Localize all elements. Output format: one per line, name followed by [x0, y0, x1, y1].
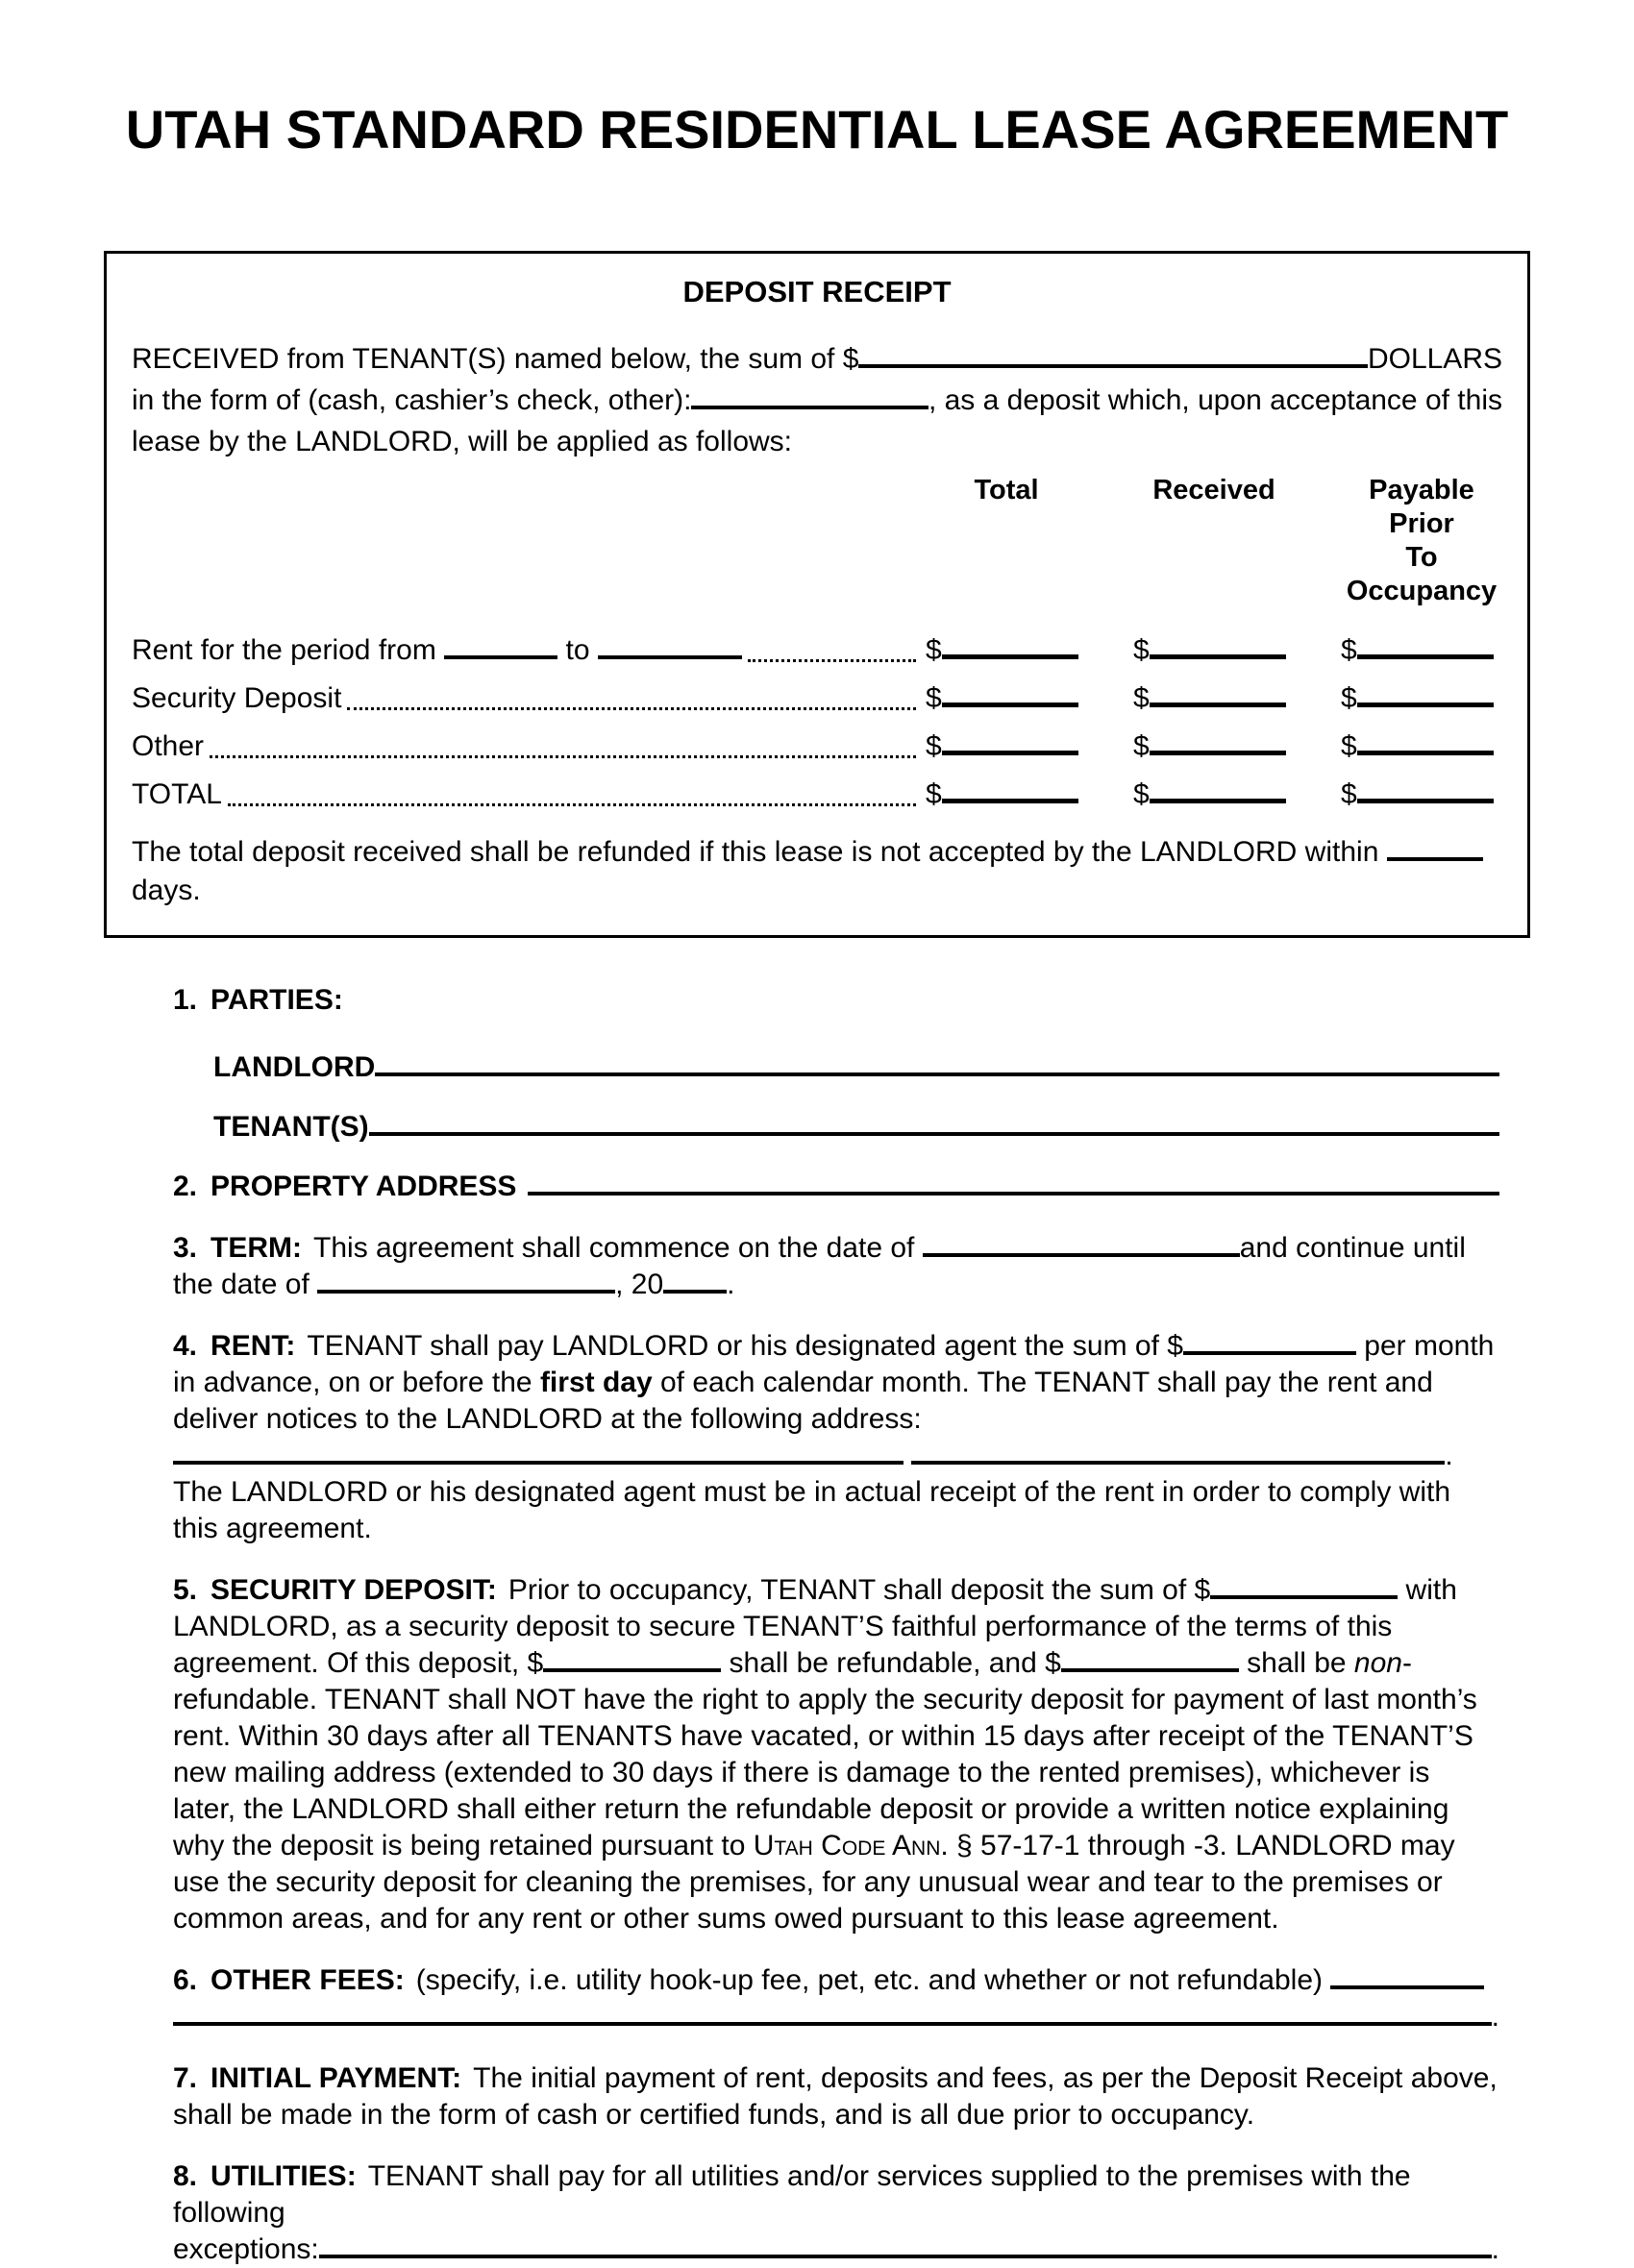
receipt-row-other: [132, 727, 1502, 766]
dollar-sign: $: [1133, 730, 1150, 762]
dollar-sign: $: [926, 682, 942, 714]
text-run: of each calendar month. The TENANT shall pay the rent and deliver notices to the LANDLORD at the following address:: [173, 1367, 1433, 1435]
amount-cell-payable: [1341, 776, 1502, 814]
text-run: shall be refundable, and $: [721, 1647, 1061, 1679]
amount-blank[interactable]: [1150, 679, 1286, 707]
section-7-initial-payment: [173, 2060, 1499, 2133]
text-run: with LANDLORD, as a security deposit to secure TENANT’S faithful performance of the terms of this agreement. Of this deposit, $: [173, 1574, 1457, 1679]
text-run: § 57-17-1 through -3. LANDLORD may use the security deposit for cleaning the premises, for any unusual wear and tear to the premises or common areas, and for any rent or other sums owed pursuant to this lease agreement.: [173, 1830, 1455, 1935]
lease-sections: [173, 982, 1499, 2268]
amount-cell-total: [926, 679, 1087, 718]
deposit-receipt-intro: [132, 338, 1502, 462]
amount-blank[interactable]: [1357, 727, 1494, 755]
section-body: [173, 2160, 1411, 2229]
amount-cell-payable: [1341, 631, 1502, 670]
blank-line[interactable]: [1210, 1572, 1398, 1599]
blank-line[interactable]: [543, 1645, 721, 1672]
section-title: RENT:: [210, 1330, 296, 1362]
blank-line[interactable]: [663, 1267, 727, 1294]
lease-agreement-page: [0, 98, 1634, 2265]
text-run: Prior to occupancy, TENANT shall deposit the sum of $: [508, 1574, 1211, 1606]
column-header-received: Received: [1152, 475, 1275, 505]
deposit-receipt-heading: DEPOSIT RECEIPT: [682, 275, 952, 308]
section-2-property-address: [173, 1169, 1499, 1205]
section-1-parties: [173, 982, 1499, 1019]
payment-form-blank[interactable]: [691, 382, 928, 409]
receipt-row-rent: [132, 631, 1502, 670]
section-number: 7.: [173, 2062, 198, 2094]
section-3-term: [173, 1230, 1499, 1303]
text-run: TOTAL: [132, 778, 222, 810]
blank-line[interactable]: [1387, 834, 1483, 861]
blank-line[interactable]: [319, 2231, 1492, 2258]
section-title: OTHER FEES:: [210, 1964, 405, 1996]
amount-cell-total: [926, 727, 1087, 766]
dollar-sign: $: [926, 634, 942, 666]
amount-cell-total: [926, 776, 1087, 814]
text-run: to: [557, 634, 598, 666]
blank-line[interactable]: [911, 1438, 1445, 1465]
dotted-leader: [748, 659, 916, 662]
text-run: Security Deposit: [132, 682, 342, 714]
blank-line[interactable]: [444, 632, 557, 659]
text-run: (specify, i.e. utility hook-up fee, pet, etc. and whether or not refundable): [415, 1964, 1331, 1996]
dollar-sign: $: [926, 730, 942, 762]
tenants-label: TENANT(S): [213, 1111, 369, 1143]
text-run: The initial payment of rent, deposits and fees, as per the Deposit Receipt above, shall be made in the form of cash or certified funds, and is all due prior to occupancy.: [173, 2062, 1498, 2131]
section-body: [173, 1330, 1494, 1544]
amount-cell-payable: [1341, 679, 1502, 718]
section-number: 4.: [173, 1330, 198, 1362]
section-title: PROPERTY ADDRESS: [210, 1171, 517, 1202]
blank-line[interactable]: [173, 1438, 904, 1465]
dollar-sign: $: [1341, 730, 1357, 762]
receipt-column-headers: [132, 474, 1502, 608]
blank-line[interactable]: [1061, 1645, 1239, 1672]
dollar-sign: $: [926, 778, 942, 810]
row-label: [132, 776, 222, 814]
landlord-field: [213, 1049, 1499, 1086]
intro-line-2: [132, 380, 1502, 421]
section-6-other-fees: [173, 1962, 1499, 2035]
text-run: shall be: [1238, 1647, 1354, 1679]
text-run: , 20: [615, 1269, 664, 1300]
property-address-blank[interactable]: [528, 1169, 1499, 1196]
intro-line-3: lease by the LANDLORD, will be applied as follows:: [132, 426, 792, 457]
section-8-line-1: [173, 2158, 1499, 2231]
column-header-payable-line2: To Occupancy: [1346, 542, 1498, 606]
section-title: UTILITIES:: [210, 2160, 357, 2192]
tenants-field: [213, 1109, 1499, 1146]
utilities-exceptions-line: [173, 2231, 1499, 2268]
deposit-receipt-box: [104, 251, 1530, 938]
amount-cell-total: [926, 631, 1087, 670]
amount-blank[interactable]: [942, 631, 1078, 659]
text-run: .: [727, 1269, 735, 1300]
amount-cell-received: [1133, 727, 1295, 766]
section-number: 6.: [173, 1964, 198, 1996]
section-title: PARTIES:: [210, 984, 343, 1016]
intro-text: DOLLARS: [1367, 343, 1502, 375]
section-body: [173, 1574, 1477, 1935]
text-run: and continue until the date of: [173, 1232, 1466, 1300]
sum-received-blank[interactable]: [858, 341, 1368, 368]
intro-text: , as a deposit which, upon acceptance of this: [928, 384, 1502, 416]
dollar-sign: $: [1341, 634, 1357, 666]
text-run: TENANT shall pay for all utilities and/or services supplied to the premises with the following: [173, 2160, 1411, 2229]
blank-line[interactable]: [598, 632, 742, 659]
blank-line[interactable]: [317, 1267, 615, 1294]
blank-line[interactable]: [923, 1230, 1240, 1257]
amount-blank[interactable]: [1150, 727, 1286, 755]
amount-blank[interactable]: [1150, 631, 1286, 659]
intro-line-1: [132, 338, 1502, 380]
section-title: TERM:: [210, 1232, 303, 1264]
section-5-security-deposit: [173, 1572, 1499, 1937]
section-number: 5.: [173, 1574, 198, 1606]
text-run: Utah Code Ann.: [753, 1830, 949, 1861]
text-run: .: [1491, 2233, 1499, 2265]
dotted-leader: [210, 755, 916, 758]
amount-cell-received: [1133, 776, 1295, 814]
text-run: Rent for the period from: [132, 634, 445, 666]
section-8-utilities: [173, 2158, 1499, 2268]
section-number: 1.: [173, 984, 198, 1016]
text-run: This agreement shall commence on the date of: [313, 1232, 923, 1264]
text-run: Other: [132, 730, 205, 762]
tenants-name-blank[interactable]: [369, 1109, 1499, 1136]
amount-cell-received: [1133, 679, 1295, 718]
text-run: [904, 1440, 911, 1471]
row-label: [132, 727, 204, 766]
section-body: [173, 1232, 1466, 1300]
amount-blank[interactable]: [1357, 679, 1494, 707]
blank-line[interactable]: [1183, 1328, 1356, 1355]
text-run: per month in advance, on or before the: [173, 1330, 1495, 1398]
section-6-line-1: [173, 1962, 1499, 1999]
amount-blank[interactable]: [1150, 776, 1286, 803]
dollar-sign: $: [1341, 682, 1357, 714]
row-label: [132, 631, 742, 670]
section-number: 3.: [173, 1232, 198, 1264]
row-label: [132, 679, 341, 718]
intro-text: RECEIVED from TENANT(S) named below, the sum of $: [132, 343, 859, 375]
intro-text: in the form of (cash, cashier’s check, other):: [132, 384, 692, 416]
amount-blank[interactable]: [942, 776, 1078, 803]
text-run: .: [1491, 2001, 1499, 2033]
section-body: [416, 1964, 1485, 1996]
text-run: days.: [132, 875, 201, 906]
section-title: INITIAL PAYMENT:: [210, 2062, 462, 2094]
section-4-rent: [173, 1328, 1499, 1547]
dollar-sign: $: [1133, 682, 1150, 714]
text-run: . The LANDLORD or his designated agent must be in actual receipt of the rent in order to comply with this agreement.: [173, 1440, 1453, 1544]
other-fees-blank-line: [173, 1999, 1499, 2035]
text-run: TENANT shall pay LANDLORD or his designated agent the sum of $: [307, 1330, 1183, 1362]
amount-cell-received: [1133, 631, 1295, 670]
text-run: -refundable. TENANT shall NOT have the right to apply the security deposit for payment of last month’s rent. Within 30 days after all TENANTS have vacated, or within 15 days after receipt of the TENANT’S new mailing address (extended to 30 days if there is damage to the rented premises), whichever is later, the LANDLORD shall either return the refundable deposit or provide a written notice explaining why the deposit is being retained pursuant to: [173, 1647, 1477, 1861]
dollar-sign: $: [1341, 778, 1357, 810]
column-header-payable-line1: Payable Prior: [1369, 475, 1474, 539]
page-title: UTAH STANDARD RESIDENTIAL LEASE AGREEMENT: [125, 99, 1509, 160]
receipt-refund-clause: [132, 833, 1502, 910]
column-header-payable: [1341, 474, 1502, 608]
dollar-sign: $: [1133, 634, 1150, 666]
blank-line[interactable]: [1330, 1962, 1484, 1989]
receipt-row-security-deposit: [132, 679, 1502, 718]
receipt-row-total: [132, 776, 1502, 814]
amount-cell-payable: [1341, 727, 1502, 766]
landlord-name-blank[interactable]: [375, 1049, 1499, 1076]
blank-line[interactable]: [173, 1999, 1492, 2026]
amount-blank[interactable]: [942, 727, 1078, 755]
amount-blank[interactable]: [942, 679, 1078, 707]
dotted-leader: [347, 707, 916, 710]
amount-blank[interactable]: [1357, 776, 1494, 803]
amount-blank[interactable]: [1357, 631, 1494, 659]
landlord-label: LANDLORD: [213, 1051, 376, 1083]
section-number: 8.: [173, 2160, 198, 2192]
text-run: first day: [539, 1367, 653, 1398]
section-number: 2.: [173, 1171, 198, 1202]
dotted-leader: [228, 803, 916, 806]
text-run: The total deposit received shall be refunded if this lease is not accepted by the LANDLORD within: [132, 836, 1387, 868]
section-title: SECURITY DEPOSIT:: [210, 1574, 497, 1606]
text-run: exceptions:: [173, 2233, 319, 2265]
text-run: non: [1353, 1647, 1402, 1679]
column-header-total: Total: [974, 475, 1039, 505]
dollar-sign: $: [1133, 778, 1150, 810]
